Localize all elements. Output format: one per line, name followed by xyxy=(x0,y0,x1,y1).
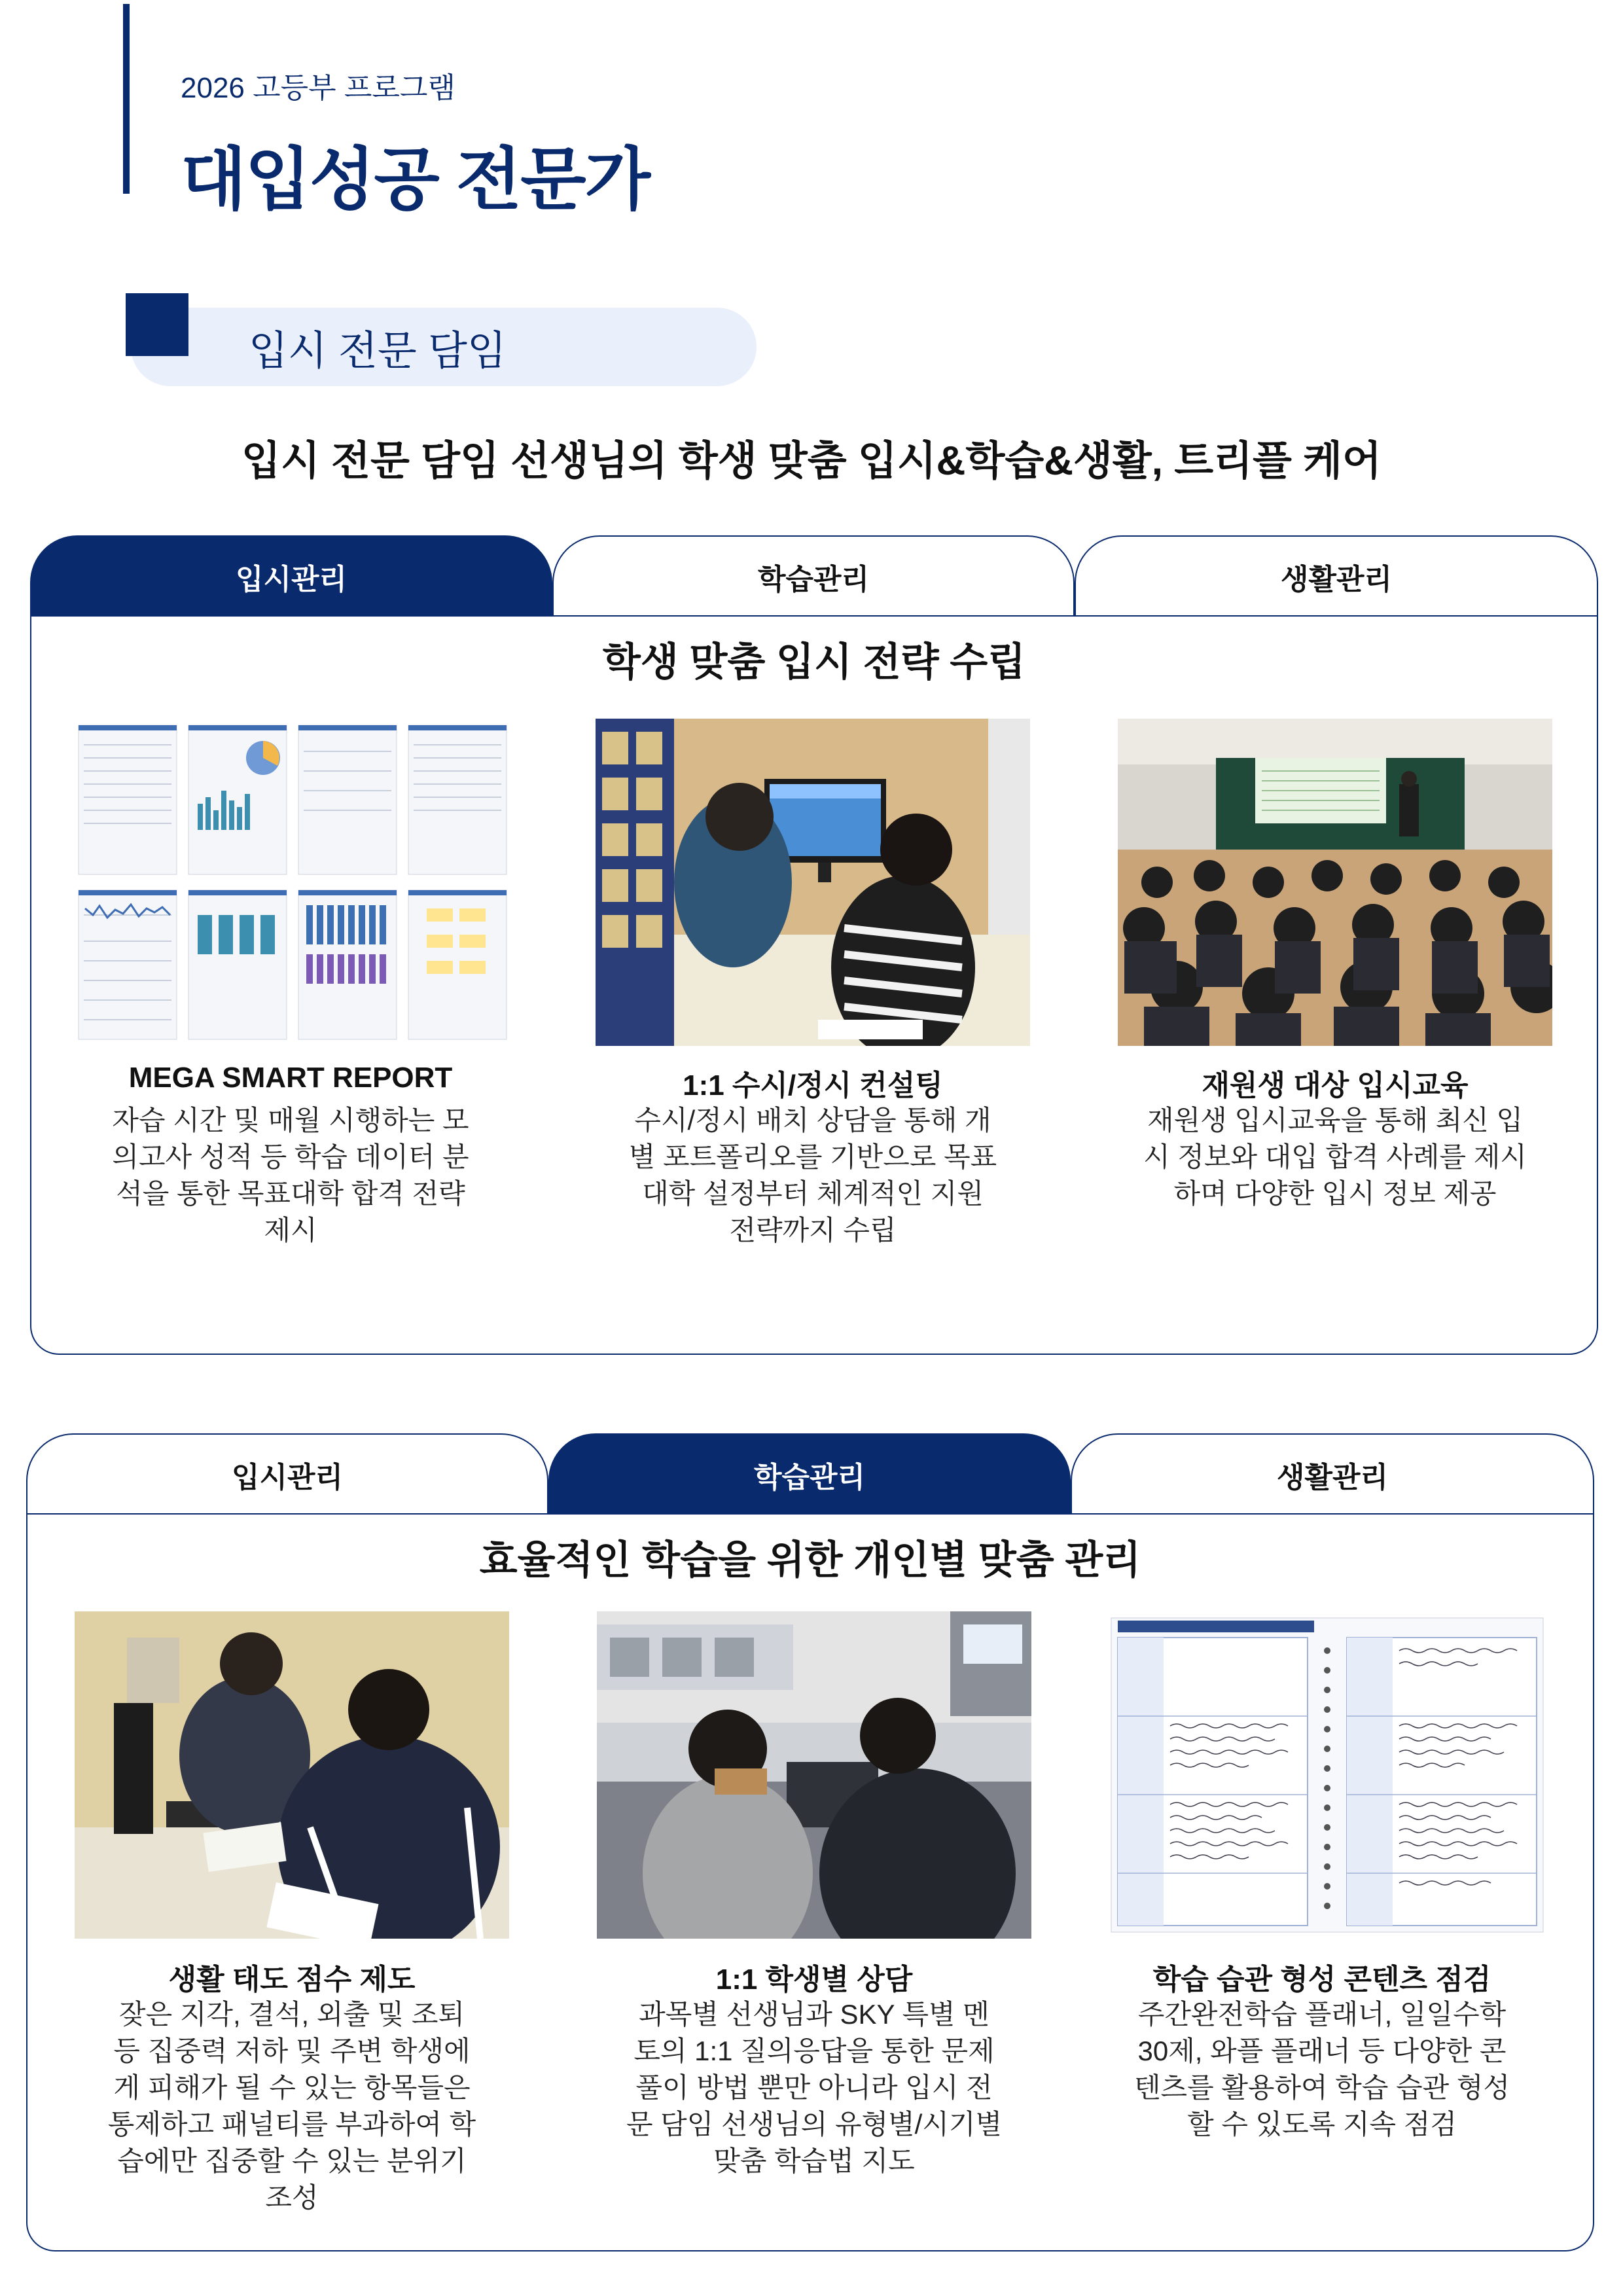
headline: 입시 전문 담임 선생님의 학생 맞춤 입시&학습&생활, 트리플 케어 xyxy=(241,439,1382,484)
accent-bar xyxy=(123,4,130,194)
tab-life[interactable]: 생활관리 xyxy=(1075,535,1598,617)
page-title: 대입성공 전문가 xyxy=(181,142,650,218)
card-description: 과목별 선생님과 SKY 특별 멘토의 1:1 질의응답을 통한 문제 풀이 방법 뿐만 아니라 입시 전문 담임 선생님의 유형별/시기별 맞춤 학습법 지도 xyxy=(626,1999,1003,2176)
tab-panel xyxy=(26,1513,1594,2251)
tab-panel xyxy=(30,615,1598,1355)
lecture-photo xyxy=(1118,719,1552,1046)
card-title: MEGA SMART REPORT xyxy=(128,1062,453,1094)
card-description: 잦은 지각, 결석, 외출 및 조퇴 등 집중력 저하 및 주변 학생에게 피해가 될 수 있는 항목들은 통제하고 패널티를 부과하여 학습에만 집중할 수 있는 분위기 조성 xyxy=(107,1999,476,2213)
block-admissions xyxy=(30,535,1598,1355)
counseling-photo xyxy=(75,1611,509,1939)
consulting-photo xyxy=(596,719,1030,1046)
card-title: 재원생 대상 입시교육 xyxy=(1202,1069,1469,1102)
tab-study[interactable]: 학습관리 xyxy=(552,535,1075,617)
panel-title: 효율적인 학습을 위한 개인별 맞춤 관리 xyxy=(479,1538,1141,1582)
card-title: 학습 습관 형성 콘텐츠 점검 xyxy=(1152,1964,1491,1996)
card-description: 수시/정시 배치 상담을 통해 개별 포트폴리오를 기반으로 목표 대학 설정부터 체계적인 지원 전략까지 수립 xyxy=(628,1105,997,1246)
report-image xyxy=(73,719,508,1046)
panel-title: 학생 맞춤 입시 전략 수립 xyxy=(602,640,1026,684)
tab-bar xyxy=(30,535,1598,617)
card-description: 주간완전학습 플래너, 일일수학 30제, 와플 플래너 등 다양한 콘텐츠를 활용하여 학습 습관 형성할 수 있도록 지속 점검 xyxy=(1133,1999,1510,2140)
block-study xyxy=(26,1433,1594,2251)
section-label: 입시 전문 담임 xyxy=(249,329,507,374)
tab-life[interactable]: 생활관리 xyxy=(1071,1433,1594,1515)
tab-admissions[interactable]: 입시관리 xyxy=(30,535,552,617)
study-photo xyxy=(597,1611,1031,1939)
tab-study[interactable]: 학습관리 xyxy=(548,1433,1071,1515)
tab-admissions[interactable]: 입시관리 xyxy=(26,1433,548,1515)
card-description: 자습 시간 및 매월 시행하는 모의고사 성적 등 학습 데이터 분석을 통한 목표대학 합격 전략 제시 xyxy=(112,1105,469,1246)
card-title: 1:1 수시/정시 컨설팅 xyxy=(683,1069,943,1102)
program-label: 2026 고등부 프로그램 xyxy=(181,72,455,104)
card-title: 1:1 학생별 상담 xyxy=(715,1964,913,1996)
card-description: 재원생 입시교육을 통해 최신 입시 정보와 대입 합격 사례를 제시하며 다양한 입시 정보 제공 xyxy=(1143,1105,1527,1209)
card-title: 생활 태도 점수 제도 xyxy=(168,1964,416,1996)
tab-bar xyxy=(26,1433,1594,1515)
planner-image xyxy=(1105,1611,1550,1939)
section-square xyxy=(126,293,188,356)
